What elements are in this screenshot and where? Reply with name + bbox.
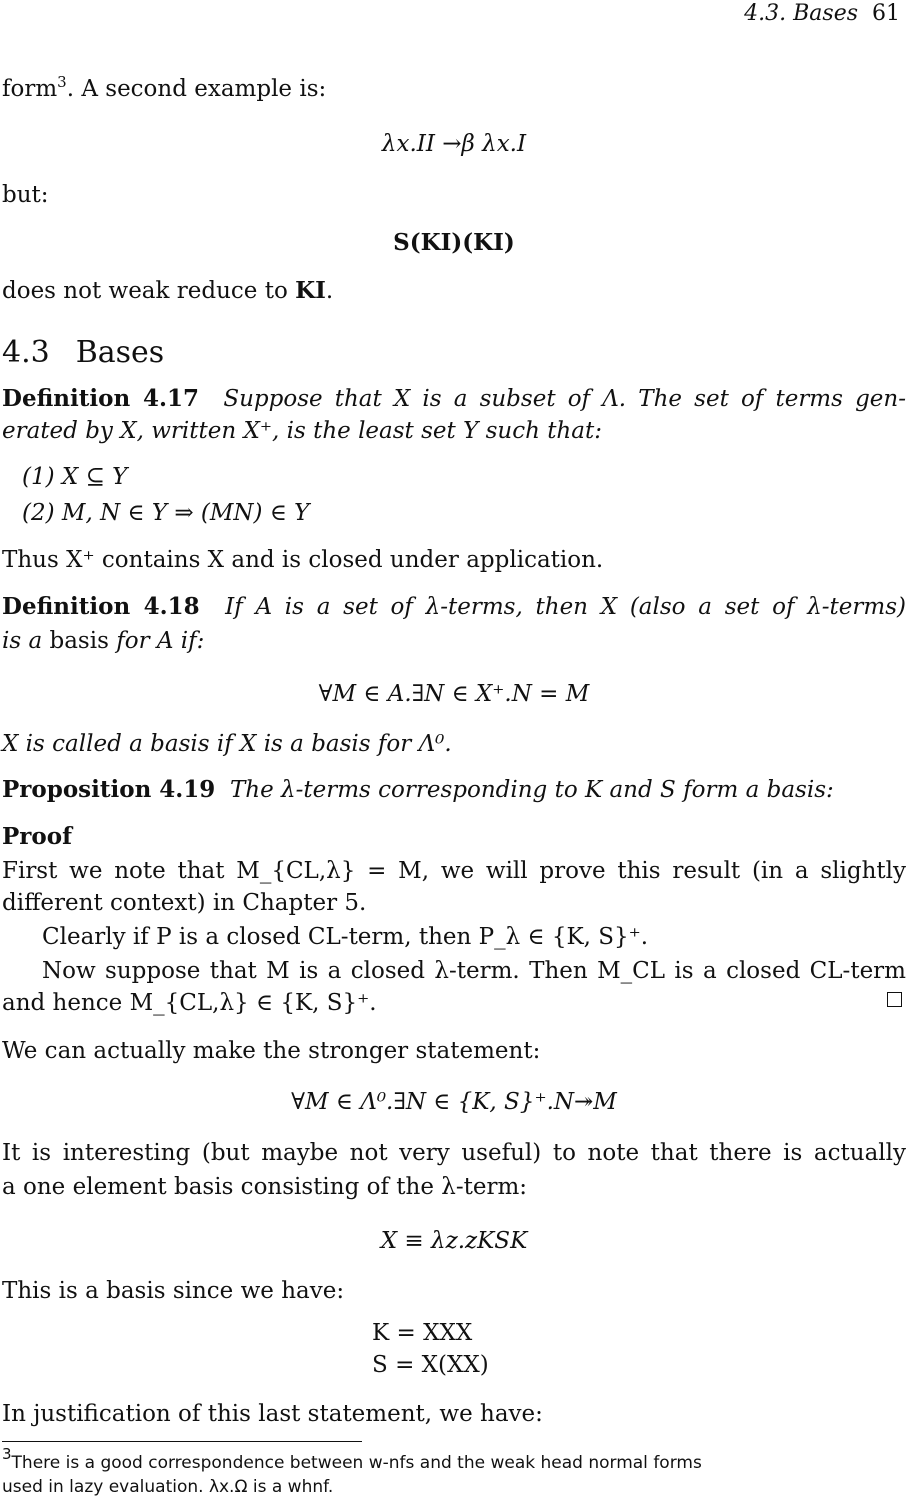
proof-p1b: different context) in Chapter 5. [2, 890, 367, 916]
footnote-line1: $^3$There is a good correspondence between w-nfs and the weak head normal forms [2, 1445, 702, 1473]
section-heading [2, 335, 190, 371]
proof-p2: Clearly if P is a closed CL-term, then P_λ ∈ {K, S}⁺. [42, 924, 649, 950]
proof-p1a: First we note that M_{CL,λ} = M, we will prove this result (in a slightly [2, 858, 906, 884]
def417-item1: (1) X ⊆ Y [22, 464, 128, 490]
but-line: but: [2, 182, 49, 208]
stronger-line: We can actually make the stronger statement: [2, 1038, 541, 1064]
page-number: 61 [872, 1, 900, 26]
prop419-label: Proposition 4.19 [2, 776, 216, 803]
equation-skiki: S(KI)(KI) [393, 229, 515, 256]
section-title: Bases [75, 335, 165, 370]
footnote-rule [2, 1441, 362, 1442]
intro-line: form$^3$. A second example is: [2, 73, 327, 102]
weak-reduce-line: does not weak reduce to KI. [2, 277, 334, 304]
def417-line2: erated by X, written X⁺, is the least set Y such that: [2, 418, 602, 444]
since-line: This is a basis since we have: [2, 1278, 345, 1304]
footnote-line2: used in lazy evaluation. λx.Ω is a whnf. [2, 1477, 334, 1497]
def418-equation: ∀M ∈ A.∃N ∈ X⁺.N = M [318, 681, 590, 707]
def418-line2: is a basis for A if: [2, 628, 205, 654]
def418-line1: Definition 4.18 If A is a set of λ-terms, then X (also a set of λ-terms) [2, 593, 906, 620]
equation-k: K = XXX [372, 1320, 473, 1346]
header-section: 4.3. Bases [744, 1, 858, 26]
interesting-line2: a one element basis consisting of the λ-term: [2, 1174, 528, 1200]
qed-box [887, 992, 902, 1007]
def417-label: Definition 4.17 [2, 385, 200, 412]
def417-item2: (2) M, N ∈ Y ⇒ (MN) ∈ Y [22, 500, 310, 526]
proof-p3a: Now suppose that M is a closed λ-term. Then M_CL is a closed CL-term [42, 958, 906, 984]
proof-p3b: and hence M_{CL,λ} ∈ {K, S}⁺. [2, 990, 377, 1016]
running-header [744, 0, 900, 28]
equation-beta: λx.II →β λx.I [381, 131, 527, 157]
prop419: Proposition 4.19 The λ-terms corresponding to K and S form a basis: [2, 776, 834, 803]
def417-after: Thus X⁺ contains X and is closed under application. [2, 547, 604, 573]
proof-label: Proof [2, 823, 72, 850]
footnote-ref: 3 [57, 73, 67, 91]
def418-label: Definition 4.18 [2, 593, 200, 620]
stronger-equation: ∀M ∈ Λ⁰.∃N ∈ {K, S}⁺.N↠M [291, 1089, 617, 1115]
basis-equation: X ≡ λz.zKSK [380, 1228, 528, 1254]
section-number: 4.3 [2, 335, 50, 370]
equation-s: S = X(XX) [372, 1352, 489, 1378]
def418-after: X is called a basis if X is a basis for Λ⁰. [2, 731, 452, 757]
justification-line: In justification of this last statement, we have: [2, 1401, 543, 1427]
footnote-mark: 3 [2, 1445, 12, 1463]
interesting-line1: It is interesting (but maybe not very useful) to note that there is actually [2, 1140, 906, 1166]
def417-line1: Definition 4.17 Suppose that X is a subset of Λ. The set of terms gen- [2, 385, 906, 412]
